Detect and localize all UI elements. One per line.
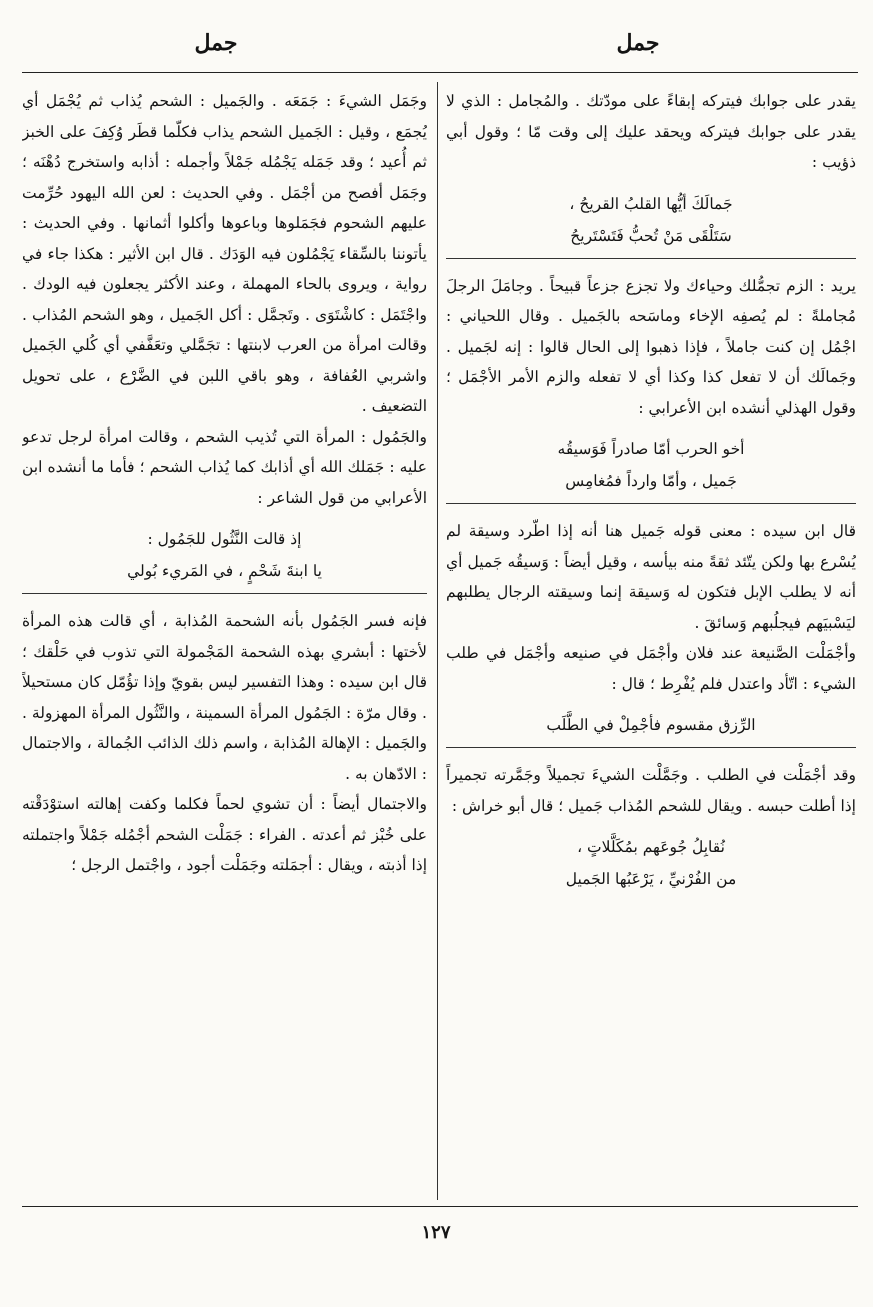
- page-number: ١٢٧: [421, 1222, 451, 1243]
- right-verse-3: [446, 709, 856, 748]
- right-paragraph-5: وقد أجْمَلْت في الطلب . وجَمَّلْت الشيءَ تجميلاً وجَمَّرته تجميراً إذا أطلت حبسه . ويقال للشحم المُذاب جَميل ؛ قال أبو خراش :: [446, 766, 856, 815]
- right-verse-4: [446, 831, 856, 895]
- verse-line: إذ قالت النَّثُول للجَمُول :: [147, 530, 302, 548]
- left-running-head: جمل: [194, 30, 238, 56]
- column-divider: [437, 82, 438, 1200]
- footer-rule: [22, 1206, 858, 1207]
- verse-line: جَمالَكَ أيُّها القلبُ القريحُ ،: [569, 194, 733, 213]
- verse-line: سَتَلْقَى مَنْ تُحبُّ فَتَسْتَريحُ: [570, 226, 732, 245]
- right-column: [446, 86, 856, 1198]
- verse-line: من الفُرْنيِّ ، يَرْعَبُها الجَميل: [565, 870, 737, 888]
- verse-line: جَميل ، وأمّا وارداً فمُغامِس: [565, 472, 737, 490]
- right-paragraph-3: قال ابن سيده : معنى قوله جَميل هنا أنه إذا اطّرد وسيقة لم يُسْرع بها ولكن يتّئد ثقةً منه بيأسه ، وقيل أيضاً : وَسيقُه جَميل أي أنه لا يطلب الإبل فتكون له وَسيقة إنما وسيقته الرجال يطلبهم ليَسْبيَهم فيجلُبهم وَسائقَ .: [446, 522, 856, 632]
- left-column: [22, 86, 427, 1198]
- header-rule: [22, 72, 858, 73]
- left-paragraph-2: والجَمُول : المرأة التي تُذيب الشحم ، وقالت امرأة لرجل تدعو عليه : جَمَلك الله أي أذابك كما يُذاب الشحم ؛ فأما ما أنشده ابن الأعرابي من قول الشاعر :: [22, 427, 427, 507]
- verse-line: أخو الحرب أمّا صادراً فَوَسيقُه: [557, 440, 745, 458]
- left-paragraph-4: والاجتمال أيضاً : أن تشوي لحماً فكلما وكفت إهالته استوْدَقْته على خُبْز ثم أعدته . الفراء : جَمَلْت الشحم أجْمُله جَمْلاً واجتملته إذا أذبته ، ويقال : أجمَلته وجَمَلْت أجود ، واجْتمل الرجل ؛: [22, 795, 427, 874]
- left-paragraph-1: وجَمَل الشيءَ : جَمَعَه . والجَميل : الشحم يُذاب ثم يُجْمَل أي يُجمَع ، وقيل : الجَميل الشحم يذاب فكلّما قطَر وُكِفَ على الخبز ثم أُعيد ؛ وقد جَمَله يَجْمُله جَمْلاً وأجمله : أذابه واستخرج دُهْنَه ؛ وجَمَل أفصح من أجْمَل . وفي الحديث : لعن الله اليهود حُرِّمت عليهم الشحوم فجَمَلوها وباعوها وأكلوا أثمانها . وفي الحديث : يأتوننا بالسِّقاء يَجْمُلون فيه الوَدَك . قال ابن الأثير : هكذا جاء في رواية ، ويروى بالحاء المهملة ، وعند الأكثر يجعلون فيه الودك . واجْتَمَل : كاشْتَوَى . وتَجمَّل : أكل الجَميل ، وهو الشحم المُذاب . وقالت امرأة من العرب لابنتها : تجَمَّلي وتعَفَّفي أي كُلي الجَميل واشربي العُفافة ، وهو باقي اللبن في الضَّرْع ، على تحويل التضعيف .: [22, 92, 427, 415]
- right-paragraph-1: يقدر على جوابك فيتركه إبقاءً على مودّتك . والمُجامل : الذي لا يقدر على جوابك فيتركه ويحقد عليك إلى وقت مّا ؛ وقول أبي ذؤيب :: [446, 92, 856, 171]
- left-verse-1: [22, 523, 427, 594]
- verse-line: يا ابنةَ شَحْمٍ ، في المَريء بُولي: [127, 562, 322, 580]
- verse-line: نُقابِلُ جُوعَهم بمُكَلَّلاتٍ ،: [577, 838, 725, 856]
- right-verse-2: [446, 433, 856, 504]
- right-verse-1: [446, 188, 856, 259]
- right-paragraph-4: وأجْمَلْت الصَّنيعة عند فلان وأجْمَل في صنيعه وأجْمَل في طلب الشيء : اتّأد واعتدل فلم يُفْرِط ؛ قال :: [446, 644, 856, 693]
- left-paragraph-3: فإنه فسر الجَمُول بأنه الشحمة المُذابة ، أي قالت هذه المرأة لأختها : أبشري بهذه الشحمة المَجْمولة التي تذوب في حَلْقك ؛ قال ابن سيده : وهذا التفسير ليس بقويّ وإذا تؤُمّل كان مستحيلاً . وقال مرّة : الجَمُول المرأة السمينة ، والنَّثُول المرأة المهزولة . والجَميل : الإهالة المُذابة ، واسم ذلك الذائب الجُمالة ، والاجتمال : الادّهان به .: [22, 612, 427, 783]
- right-running-head: جمل: [616, 30, 660, 56]
- verse-line: الرِّزق مقسوم فأجْمِلْ في الطَّلَب: [546, 716, 756, 734]
- right-paragraph-2: يريد : الزم تجمُّلك وحياءك ولا تجزع جزعاً قبيحاً . وجامَلَ الرجلَ مُجاملةً : لم يُصفِه الإخاء وماسَحه بالجَميل . وقال اللحياني : اجْمُل إن كنت جاملاً ، فإذا ذهبوا إلى الحال قالوا : إنه لجَميل . وجَمالَك أن لا تفعل كذا وكذا أي لا تفعله والزم الأمر الأجْمَل ؛ وقول الهذلي أنشده ابن الأعرابي :: [446, 276, 856, 417]
